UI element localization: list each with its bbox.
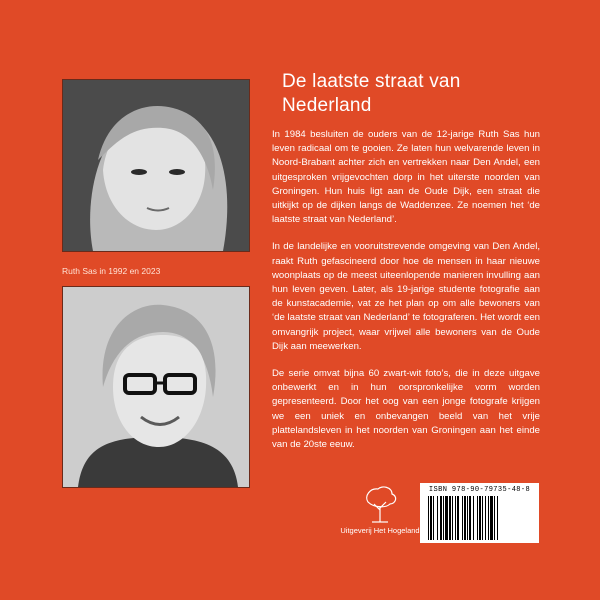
- photo-caption: Ruth Sas in 1992 en 2023: [62, 266, 161, 276]
- portrait-photo-1992: [62, 79, 250, 252]
- blurb-paragraph-3: De serie omvat bijna 60 zwart-wit foto’s, die in deze uitgave onbewerkt en in hun oorspronkelijke vorm worden gepresenteerd. Door het oog van een jonge fotografe krijgen we een uniek en onbevangen beeld van het vrije plattelandsleven in het noorden van Groningen aan het einde van de 20ste eeuw.: [272, 368, 540, 451]
- portrait-photo-2023: [62, 286, 250, 488]
- tree-logo-icon: [356, 484, 404, 524]
- blurb-paragraph-1: In 1984 besluiten de ouders van de 12-jarige Ruth Sas hun leven radicaal om te gooien. Ze laten hun welvarende leven in Noord-Brabant achter zich en vertrekken naar Den Andel, een uitgesproken vrijgevochten dorp in het uiterste noorden van Groningen. Hun huis ligt aan de Oude Dijk, een straat die uitkijkt op de dijken langs de Waddenzee. Ze noemen het ‘de laatste straat van Nederland’.: [272, 129, 540, 226]
- publisher-name: Uitgeverij Het Hogeland: [340, 526, 420, 535]
- book-title: De laatste straat van Nederland: [282, 71, 461, 116]
- blurb: [272, 128, 540, 465]
- isbn-text: ISBN 978-90-79735-48-8: [428, 486, 531, 494]
- isbn-barcode: [420, 483, 539, 543]
- barcode-bars: [428, 496, 531, 540]
- blurb-paragraph-2: In de landelijke en vooruitstrevende omgeving van Den Andel, raakt Ruth gefascineerd door hoe de mensen in haar nieuwe woonplaats op de meest uiteenlopende manieren invulling aan hun leven geven. Later, als 19-jarige studente fotografie aan de kunstacademie, vat ze het plan op om alle bewoners van ‘de laatste straat van Nederland’ te fotograferen. Het wordt een omvangrijk project, waar vrijwel alle bewoners van de Oude Dijk aan meewerken.: [272, 241, 540, 352]
